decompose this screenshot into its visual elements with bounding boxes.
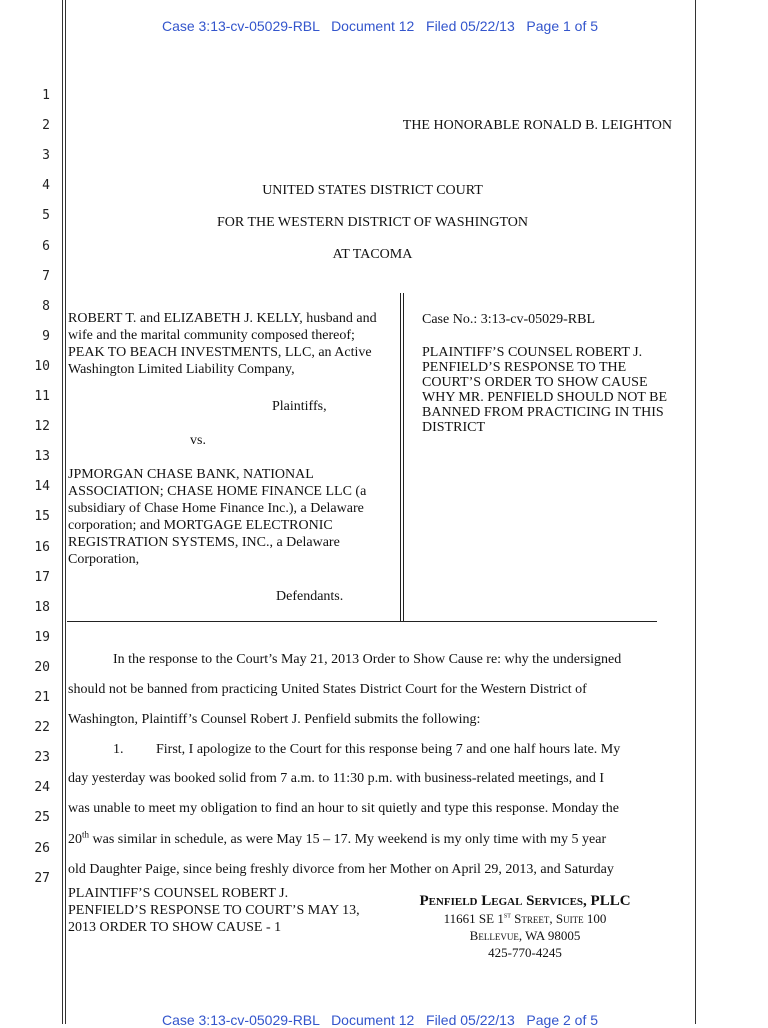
- firm-address-ordinal: st: [503, 909, 511, 920]
- line-number: 16: [34, 539, 50, 555]
- ecf-header-next-page: Case 3:13-cv-05029-RBL Document 12 Filed 05/22/13 Page 2 of 5: [161, 1012, 599, 1028]
- caption-divider-left: [400, 293, 401, 622]
- caption-bottom-rule: [67, 621, 657, 622]
- body-line-20: In the response to the Court’s May 21, 2013 Order to Show Cause re: why the undersigned: [113, 652, 622, 667]
- line-number: 24: [34, 780, 50, 796]
- body-line-21: should not be banned from practicing United States District Court for the Western District of: [68, 682, 587, 697]
- defendants-names: JPMORGAN CHASE BANK, NATIONAL ASSOCIATION; CHASE HOME FINANCE LLC (a subsidiary of Chase Home Finance Inc.), a Delaware corporation; and MORTGAGE ELECTRONIC REGISTRATION SYSTEMS, INC., a Delaware Corporation,: [68, 467, 367, 567]
- line-number: 11: [34, 389, 50, 404]
- line-number: 15: [34, 509, 50, 525]
- left-margin-rule-inner: [65, 0, 66, 1024]
- line-number: 10: [34, 358, 50, 374]
- line-number: 22: [34, 720, 50, 736]
- body-line-22: Washington, Plaintiff’s Counsel Robert J. Penfield submits the following:: [68, 712, 481, 727]
- plaintiffs-names: ROBERT T. and ELIZABETH J. KELLY, husband and wife and the marital community composed thereof; PEAK TO BEACH INVESTMENTS, LLC, an Active Washington Limited Liability Company,: [68, 311, 377, 377]
- paragraph-number: 1.: [113, 742, 124, 757]
- court-name: UNITED STATES DISTRICT COURT: [262, 183, 483, 198]
- body-line-23-text: First, I apologize to the Court for this response being 7 and one half hours late. My: [156, 742, 621, 757]
- line-number: 17: [34, 569, 50, 585]
- line-number: 21: [34, 690, 50, 705]
- line-number: 12: [34, 419, 50, 435]
- firm-phone: 425-770-4245: [488, 945, 562, 960]
- document-title: PLAINTIFF’S COUNSEL ROBERT J. PENFIELD’S RESPONSE TO THE COURT’S ORDER TO SHOW CAUSE WHY MR. PENFIELD SHOULD NOT BE BANNED FROM PRACTICING IN THIS DISTRICT: [422, 345, 667, 435]
- versus-label: vs.: [190, 433, 206, 448]
- line-number: 4: [42, 178, 50, 194]
- line-number: 6: [42, 238, 50, 254]
- right-margin-rule: [695, 0, 696, 1024]
- left-margin-rule: [62, 0, 63, 1024]
- line-number: 27: [34, 870, 50, 886]
- line-number: 5: [42, 208, 50, 224]
- case-number: Case No.: 3:13-cv-05029-RBL: [422, 312, 596, 327]
- line-number: 26: [34, 840, 50, 856]
- defendants-label: Defendants.: [276, 589, 344, 604]
- line-number: 14: [34, 479, 50, 495]
- line-number: 9: [42, 328, 50, 344]
- line-number: 13: [34, 449, 50, 465]
- body-line-25: was unable to meet my obligation to find an hour to sit quietly and type this response. Monday the: [68, 801, 619, 816]
- line-number: 3: [42, 148, 50, 164]
- body-line-26-date: 20: [68, 832, 82, 847]
- judge-name: THE HONORABLE RONALD B. LEIGHTON: [402, 118, 672, 133]
- line-number: 19: [34, 629, 50, 645]
- firm-name: Penfield Legal Services, PLLC: [419, 893, 631, 909]
- ecf-header: Case 3:13-cv-05029-RBL Document 12 Filed 05/22/13 Page 1 of 5: [161, 18, 599, 34]
- firm-city: Bellevue, WA 98005: [469, 928, 581, 943]
- line-number: 8: [42, 298, 50, 314]
- line-number: 1: [42, 88, 50, 103]
- body-line-27: old Daughter Paige, since being freshly divorce from her Mother on April 29, 2013, and Saturday: [68, 862, 614, 877]
- ordinal-suffix: th: [82, 829, 90, 840]
- body-line-24: day yesterday was booked solid from 7 a.m. to 11:30 p.m. with business-related meetings, and I: [68, 771, 605, 786]
- firm-address-number: 11661 SE 1: [443, 911, 504, 926]
- body-line-23: [68, 741, 668, 758]
- body-line-26-text: was similar in schedule, as were May 15 – 17. My weekend is my only time with my 5 year: [89, 832, 607, 847]
- caption-divider-right: [403, 293, 404, 622]
- line-number: 18: [34, 599, 50, 615]
- line-number: 2: [42, 118, 50, 134]
- line-number: 20: [34, 659, 50, 675]
- footer-document-title: PLAINTIFF’S COUNSEL ROBERT J. PENFIELD’S RESPONSE TO COURT’S MAY 13, 2013 ORDER TO SHOW CAUSE - 1: [68, 886, 360, 935]
- line-number: 23: [34, 750, 50, 766]
- firm-address: [400, 910, 650, 927]
- line-number: 7: [42, 268, 50, 284]
- firm-block: [400, 893, 650, 961]
- court-location: AT TACOMA: [332, 247, 413, 262]
- plaintiffs-label: Plaintiffs,: [272, 399, 327, 414]
- court-district: FOR THE WESTERN DISTRICT OF WASHINGTON: [216, 215, 528, 230]
- body-line-26: [68, 831, 668, 848]
- line-number: 25: [34, 810, 50, 826]
- firm-address-street: Street, Suite 100: [510, 911, 607, 926]
